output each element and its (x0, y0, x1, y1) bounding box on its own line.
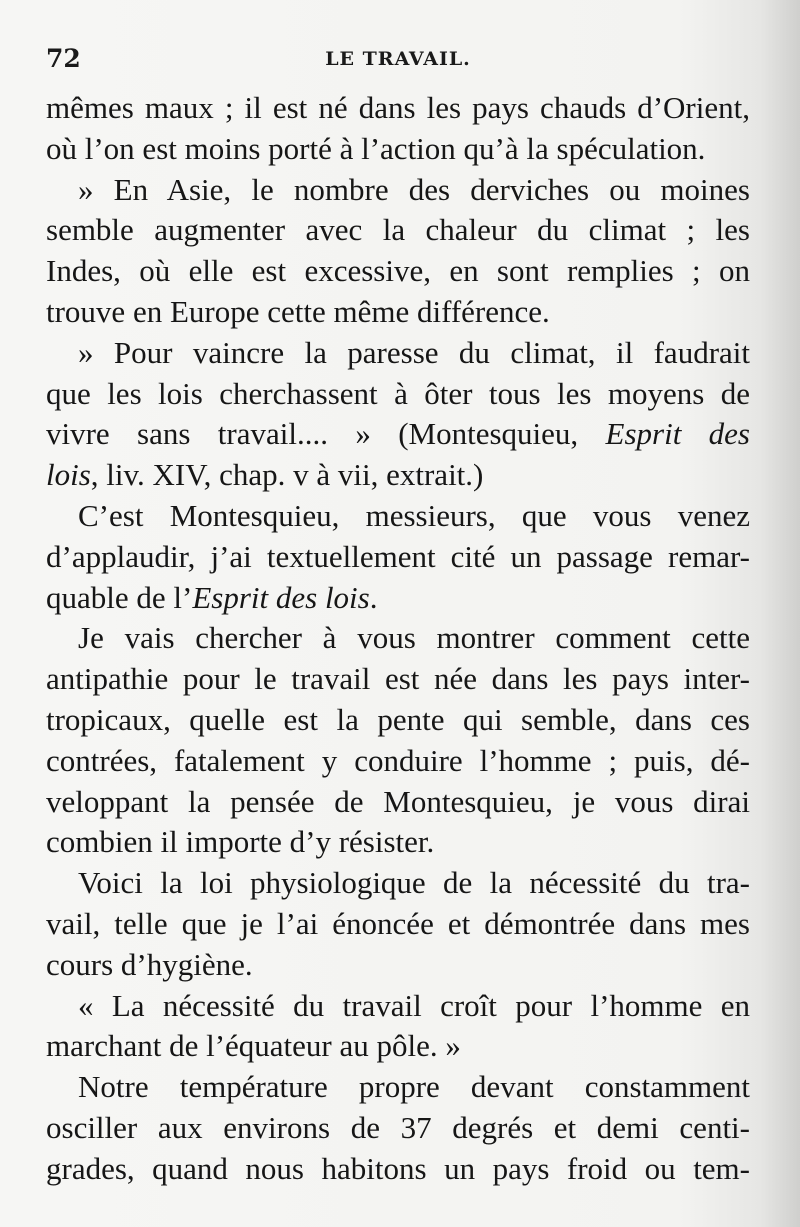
text-segment: grades, quand nous habitons un pays froid ou tem- (46, 1150, 750, 1186)
text-segment: quable de l’ (46, 579, 193, 615)
text-line (46, 1067, 750, 1108)
text-segment: « La nécessité du travail croît pour l’homme en (78, 987, 750, 1023)
text-segment: antipathie pour le travail est née dans les pays inter- (46, 661, 750, 697)
text-line (46, 986, 750, 1027)
text-line (46, 292, 750, 333)
text-line (46, 374, 750, 415)
text-segment: combien il importe d’y résister. (46, 824, 435, 860)
text-segment: tropicaux, quelle est la pente qui semble, dans ces (46, 701, 750, 737)
text-segment: d’applaudir, j’ai textuellement cité un passage remar- (46, 538, 750, 574)
text-segment: que les lois cherchassent à ôter tous les moyens de (46, 375, 750, 411)
text-line (46, 455, 750, 496)
text-segment: cours d’hygiène. (46, 946, 253, 982)
text-line (46, 822, 750, 863)
text-segment: Indes, où elle est excessive, en sont remplies ; on (46, 253, 750, 289)
text-line (46, 700, 750, 741)
text-line (46, 251, 750, 292)
text-line (46, 537, 750, 578)
text-line (46, 1149, 750, 1190)
text-line (46, 618, 750, 659)
text-line (46, 170, 750, 211)
text-line (46, 945, 750, 986)
text-line (46, 1026, 750, 1067)
body-text (46, 88, 750, 1190)
text-segment: où l’on est moins porté à l’action qu’à la spéculation. (46, 130, 706, 166)
text-line (46, 1108, 750, 1149)
text-segment: . (369, 579, 378, 615)
italic-text-segment: Esprit des lois (192, 579, 370, 615)
text-segment: contrées, fatalement y conduire l’homme ; puis, dé- (46, 742, 750, 778)
text-segment: semble augmenter avec la chaleur du climat ; les (46, 212, 750, 248)
text-segment: osciller aux environs de 37 degrés et demi centi- (46, 1109, 750, 1145)
text-segment: vail, telle que je l’ai énoncée et démontrée dans mes (46, 905, 750, 941)
page-header (46, 40, 750, 80)
text-segment: vivre sans travail.... » (Montesquieu, (46, 416, 606, 452)
text-segment: Notre température propre devant constamment (78, 1069, 750, 1105)
text-segment: trouve en Europe cette même différence. (46, 293, 550, 329)
text-segment: , liv. XIV, chap. v à vii, extrait.) (90, 457, 484, 493)
running-title: LE TRAVAIL. (325, 48, 471, 70)
text-line (46, 210, 750, 251)
text-line (46, 659, 750, 700)
text-line (46, 578, 750, 619)
page-number: 72 (46, 44, 81, 73)
text-segment: veloppant la pensée de Montesquieu, je vous dirai (46, 783, 750, 819)
text-line (46, 333, 750, 374)
text-segment: » En Asie, le nombre des derviches ou moines (78, 171, 750, 207)
italic-text-segment: Esprit des (605, 416, 750, 452)
text-line (46, 741, 750, 782)
text-segment: Voici la loi physiologique de la nécessité du tra- (78, 865, 750, 901)
text-segment: » Pour vaincre la paresse du climat, il faudrait (78, 334, 750, 370)
text-segment: C’est Montesquieu, messieurs, que vous venez (78, 497, 750, 533)
text-line (46, 414, 750, 455)
text-line (46, 863, 750, 904)
text-line (46, 129, 750, 170)
text-line (46, 782, 750, 823)
text-segment: marchant de l’équateur au pôle. » (46, 1028, 461, 1064)
text-line (46, 904, 750, 945)
text-segment: mêmes maux ; il est né dans les pays chauds d’Orient, (46, 90, 750, 125)
text-line (46, 88, 750, 129)
text-line (46, 496, 750, 537)
text-segment: Je vais chercher à vous montrer comment cette (78, 620, 750, 656)
italic-text-segment: lois (46, 457, 91, 493)
